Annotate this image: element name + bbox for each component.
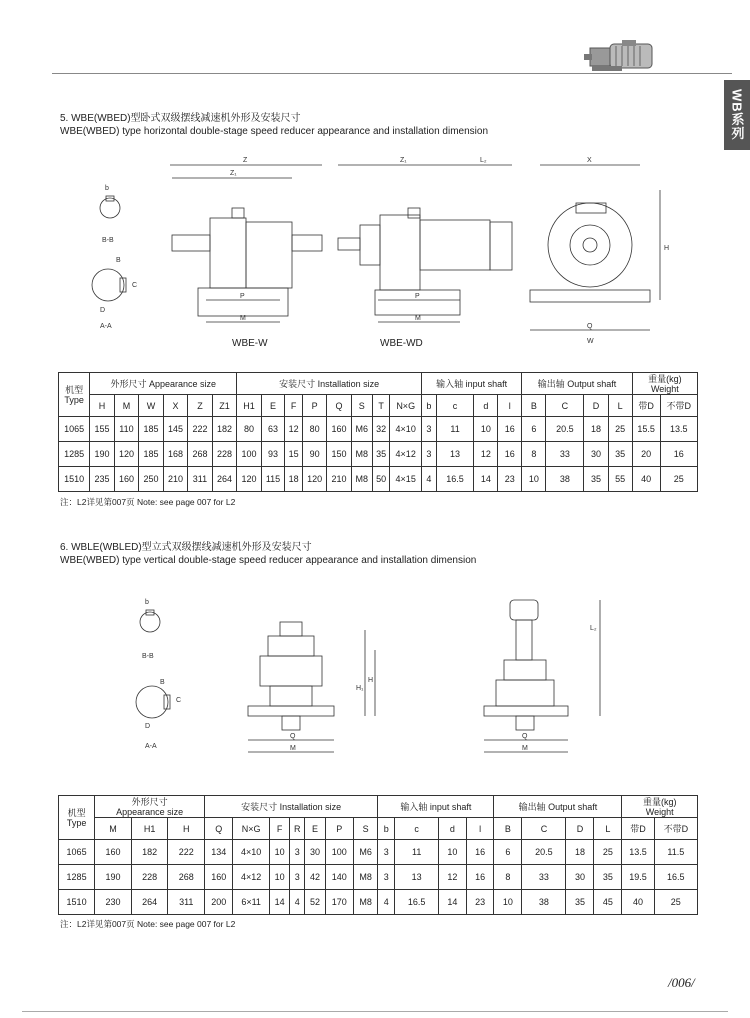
t2-col-header: P	[325, 818, 353, 840]
t2-group-input: 输入轴 input shaft	[378, 796, 494, 818]
t1-col-header: Z	[188, 395, 213, 417]
t2-column-header-row	[59, 818, 698, 840]
table-cell: 3	[421, 442, 436, 467]
table-cell: 120	[237, 467, 261, 492]
table-cell: 15	[285, 442, 303, 467]
table-cell: 155	[90, 417, 115, 442]
table-cell: 16.5	[654, 865, 697, 890]
svg-text:C: C	[176, 697, 182, 704]
table-cell: 311	[188, 467, 213, 492]
table-cell: 16.5	[436, 467, 474, 492]
table-cell: 3	[378, 840, 395, 865]
table-cell: 190	[95, 865, 132, 890]
svg-text:L₂: L₂	[590, 625, 597, 632]
table-cell: 14	[269, 890, 289, 915]
svg-text:H₁: H₁	[356, 685, 364, 692]
table-cell: 264	[131, 890, 168, 915]
table-cell: M6	[353, 840, 377, 865]
table-cell: 12	[285, 417, 303, 442]
t1-col-header: F	[285, 395, 303, 417]
table-cell: 30	[566, 865, 594, 890]
table-cell: 14	[474, 467, 498, 492]
table-cell: 25	[660, 467, 697, 492]
drawing-label-wbe-wd: WBE-WD	[380, 338, 423, 349]
table-cell: 10	[269, 840, 289, 865]
t1-group-appearance: 外形尺寸 Appearance size	[90, 373, 237, 395]
section2-title-en: WBE(WBED) type vertical double-stage speed reducer appearance and installation dimension	[60, 555, 477, 566]
svg-text:A-A: A-A	[100, 323, 112, 330]
svg-text:D: D	[100, 307, 106, 314]
vertical-spec-table	[58, 795, 698, 915]
table-cell: 3	[290, 840, 305, 865]
table-cell: 45	[594, 890, 622, 915]
t1-group-weight: 重量(kg) Weight	[632, 373, 697, 395]
table-cell: 35	[594, 865, 622, 890]
svg-text:b: b	[145, 599, 149, 606]
svg-text:M: M	[290, 745, 296, 752]
table-cell: 13.5	[622, 840, 654, 865]
t1-model-header: 机型 Type	[59, 373, 90, 417]
t2-col-header: C	[522, 818, 566, 840]
t2-col-header: D	[566, 818, 594, 840]
table-cell: 190	[90, 442, 115, 467]
t2-col-header: b	[378, 818, 395, 840]
table-cell: 160	[205, 865, 233, 890]
section1-title-cn: 5. WBE(WBED)型卧式双级摆线减速机外形及安装尺寸	[60, 113, 301, 124]
svg-text:W: W	[587, 338, 594, 345]
table-cell: 3	[378, 865, 395, 890]
svg-text:M: M	[522, 745, 528, 752]
table-row	[59, 840, 698, 865]
t2-col-header: F	[269, 818, 289, 840]
t2-group-install: 安装尺寸 Installation size	[205, 796, 378, 818]
section1-title-en: WBE(WBED) type horizontal double-stage speed reducer appearance and installation dimension	[60, 126, 489, 137]
t1-col-header: C	[546, 395, 584, 417]
table-cell: 35	[372, 442, 390, 467]
table-cell: 18	[584, 417, 608, 442]
t2-group-appearance: 外形尺寸 Appearance size	[95, 796, 205, 818]
table-cell: M8	[351, 467, 372, 492]
table-cell: 4×10	[233, 840, 270, 865]
table-cell: 13	[395, 865, 439, 890]
table-cell: 18	[566, 840, 594, 865]
t2-col-header: R	[290, 818, 305, 840]
table-cell: 140	[325, 865, 353, 890]
t1-col-header: M	[114, 395, 139, 417]
t2-group-output: 输出轴 Output shaft	[494, 796, 622, 818]
table-row	[59, 442, 698, 467]
table-cell: 32	[372, 417, 390, 442]
t1-col-header: Q	[327, 395, 351, 417]
table-cell: 23	[466, 890, 494, 915]
table-cell: 19.5	[622, 865, 654, 890]
horizontal-reducer-drawing	[60, 150, 700, 365]
table-cell: 20	[632, 442, 660, 467]
drawing-label-wbe-w: WBE-W	[232, 338, 268, 349]
table-cell: 25	[654, 890, 697, 915]
svg-text:M: M	[415, 315, 421, 322]
table-cell: 210	[327, 467, 351, 492]
svg-text:Z₁: Z₁	[230, 170, 237, 177]
table-cell: 3	[421, 417, 436, 442]
table-cell: 4×12	[390, 442, 422, 467]
table-cell: 268	[188, 442, 213, 467]
t1-col-header: H1	[237, 395, 261, 417]
table-cell: 230	[95, 890, 132, 915]
t1-col-header: L	[608, 395, 632, 417]
table-cell: 11	[395, 840, 439, 865]
table-cell: 8	[522, 442, 546, 467]
t2-col-header: M	[95, 818, 132, 840]
svg-text:Z₁: Z₁	[400, 157, 407, 164]
table-cell: 23	[498, 467, 522, 492]
table-cell: 10	[439, 840, 467, 865]
table-cell: 40	[632, 467, 660, 492]
table-cell: 160	[114, 467, 139, 492]
table-cell: 38	[546, 467, 584, 492]
svg-text:X: X	[587, 157, 592, 164]
table-cell: 200	[205, 890, 233, 915]
table-cell: 1285	[59, 865, 95, 890]
table-cell: 1065	[59, 840, 95, 865]
table-cell: 168	[163, 442, 188, 467]
table-cell: 210	[163, 467, 188, 492]
t2-group-weight: 重量(kg) Weight	[622, 796, 698, 818]
table-cell: 160	[327, 417, 351, 442]
t2-col-header: Q	[205, 818, 233, 840]
page-number: /006/	[668, 975, 695, 990]
svg-text:D: D	[145, 723, 151, 730]
table-cell: 100	[237, 442, 261, 467]
t1-col-header: N×G	[390, 395, 422, 417]
table-cell: 4	[421, 467, 436, 492]
table-cell: 4	[290, 890, 305, 915]
table-cell: 20.5	[522, 840, 566, 865]
table-cell: 25	[594, 840, 622, 865]
table-cell: 311	[168, 890, 205, 915]
table-cell: 100	[325, 840, 353, 865]
t2-col-header: 不带D	[654, 818, 697, 840]
table-cell: 50	[372, 467, 390, 492]
t1-col-header: 带D	[632, 395, 660, 417]
t1-col-header: D	[584, 395, 608, 417]
table-cell: 90	[302, 442, 326, 467]
table-cell: 14	[439, 890, 467, 915]
table-cell: 4	[378, 890, 395, 915]
table-cell: 52	[305, 890, 325, 915]
table-row	[59, 890, 698, 915]
section1-note: 注：L2详见第007页 Note: see page 007 for L2	[60, 497, 236, 507]
table-cell: 55	[608, 467, 632, 492]
t1-col-header: P	[302, 395, 326, 417]
table-cell: 6	[522, 417, 546, 442]
table-cell: M8	[353, 890, 377, 915]
table-cell: 80	[302, 417, 326, 442]
table-cell: M8	[351, 442, 372, 467]
table-cell: 25	[608, 417, 632, 442]
table-cell: 182	[131, 840, 168, 865]
t1-col-header: T	[372, 395, 390, 417]
vertical-reducer-drawing	[120, 590, 620, 770]
table-cell: 150	[327, 442, 351, 467]
table-cell: 6×11	[233, 890, 270, 915]
table-cell: 18	[285, 467, 303, 492]
section2-note: 注：L2详见第007页 Note: see page 007 for L2	[60, 919, 236, 929]
table-cell: 185	[139, 417, 164, 442]
table-cell: 1285	[59, 442, 90, 467]
t2-col-header: 带D	[622, 818, 654, 840]
table-cell: 35	[608, 442, 632, 467]
svg-text:B: B	[116, 257, 121, 264]
table-cell: 1510	[59, 890, 95, 915]
table-cell: 10	[269, 865, 289, 890]
svg-text:Z: Z	[243, 157, 248, 164]
svg-text:B-B: B-B	[102, 237, 114, 244]
svg-text:B-B: B-B	[142, 653, 154, 660]
t1-group-input: 输入轴 input shaft	[421, 373, 521, 395]
table-cell: 120	[114, 442, 139, 467]
t2-col-header: E	[305, 818, 325, 840]
horizontal-spec-table	[58, 372, 698, 492]
svg-text:M: M	[240, 315, 246, 322]
t1-col-header: H	[90, 395, 115, 417]
table-cell: 33	[522, 865, 566, 890]
table-cell: 170	[325, 890, 353, 915]
svg-text:B: B	[160, 679, 165, 686]
t2-col-header: B	[494, 818, 522, 840]
series-side-tab: WB系列	[724, 80, 750, 150]
t1-body	[59, 417, 698, 492]
svg-text:P: P	[415, 293, 420, 300]
table-cell: 30	[584, 442, 608, 467]
table-cell: 35	[584, 467, 608, 492]
svg-text:L₂: L₂	[480, 157, 487, 164]
t2-col-header: L	[594, 818, 622, 840]
table-cell: 12	[439, 865, 467, 890]
t2-col-header: S	[353, 818, 377, 840]
table-cell: M6	[351, 417, 372, 442]
table-cell: 80	[237, 417, 261, 442]
table-cell: 160	[95, 840, 132, 865]
t2-col-header: d	[439, 818, 467, 840]
t1-col-header: l	[498, 395, 522, 417]
table-cell: 6	[494, 840, 522, 865]
table-cell: 16	[466, 840, 494, 865]
svg-text:A-A: A-A	[145, 743, 157, 750]
table-cell: 42	[305, 865, 325, 890]
table-cell: 40	[622, 890, 654, 915]
table-cell: 10	[474, 417, 498, 442]
t1-col-header: X	[163, 395, 188, 417]
t1-col-header: d	[474, 395, 498, 417]
footer-rule	[22, 1011, 728, 1012]
t2-model-header: 机型 Type	[59, 796, 95, 840]
table-cell: 145	[163, 417, 188, 442]
t1-col-header: b	[421, 395, 436, 417]
table-cell: 4×10	[390, 417, 422, 442]
table-cell: 182	[212, 417, 237, 442]
motor-logo-icon	[582, 38, 662, 76]
table-cell: 222	[188, 417, 213, 442]
table-cell: 268	[168, 865, 205, 890]
t1-col-header: 不带D	[660, 395, 697, 417]
table-cell: 38	[522, 890, 566, 915]
t2-col-header: c	[395, 818, 439, 840]
table-cell: 235	[90, 467, 115, 492]
table-cell: 185	[139, 442, 164, 467]
table-cell: 35	[566, 890, 594, 915]
table-cell: 93	[261, 442, 285, 467]
table-cell: 11.5	[654, 840, 697, 865]
svg-text:P: P	[240, 293, 245, 300]
table-cell: 222	[168, 840, 205, 865]
svg-text:b: b	[105, 185, 109, 192]
t1-col-header: W	[139, 395, 164, 417]
table-cell: 264	[212, 467, 237, 492]
table-cell: 4×15	[390, 467, 422, 492]
table-cell: 228	[131, 865, 168, 890]
t1-col-header: c	[436, 395, 474, 417]
svg-text:H: H	[664, 245, 670, 252]
t1-col-header: B	[522, 395, 546, 417]
table-cell: 13	[436, 442, 474, 467]
svg-text:Q: Q	[290, 733, 296, 740]
table-cell: 10	[522, 467, 546, 492]
t2-body	[59, 840, 698, 915]
table-cell: 12	[474, 442, 498, 467]
t2-col-header: H1	[131, 818, 168, 840]
table-cell: 1510	[59, 467, 90, 492]
table-cell: 120	[302, 467, 326, 492]
table-cell: 4×12	[233, 865, 270, 890]
t1-col-header: E	[261, 395, 285, 417]
table-cell: 13.5	[660, 417, 697, 442]
svg-text:Q: Q	[587, 323, 593, 330]
table-cell: 16	[498, 442, 522, 467]
t2-col-header: H	[168, 818, 205, 840]
svg-text:C: C	[132, 282, 138, 289]
t2-col-header: N×G	[233, 818, 270, 840]
table-cell: 16.5	[395, 890, 439, 915]
t1-column-header-row	[59, 395, 698, 417]
table-cell: 16	[498, 417, 522, 442]
table-row	[59, 467, 698, 492]
table-cell: 63	[261, 417, 285, 442]
table-cell: 8	[494, 865, 522, 890]
table-cell: 134	[205, 840, 233, 865]
table-cell: 16	[466, 865, 494, 890]
table-cell: 20.5	[546, 417, 584, 442]
t1-group-install: 安装尺寸 Installation size	[237, 373, 422, 395]
t2-col-header: l	[466, 818, 494, 840]
t1-col-header: Z1	[212, 395, 237, 417]
table-cell: 33	[546, 442, 584, 467]
table-cell: 11	[436, 417, 474, 442]
table-cell: 16	[660, 442, 697, 467]
svg-text:Q: Q	[522, 733, 528, 740]
table-cell: 250	[139, 467, 164, 492]
table-cell: M8	[353, 865, 377, 890]
table-cell: 1065	[59, 417, 90, 442]
svg-text:H: H	[368, 677, 374, 684]
table-cell: 3	[290, 865, 305, 890]
table-cell: 228	[212, 442, 237, 467]
t1-col-header: S	[351, 395, 372, 417]
table-cell: 30	[305, 840, 325, 865]
table-cell: 10	[494, 890, 522, 915]
section2-title-cn: 6. WBLE(WBLED)型立式双级摆线减速机外形及安装尺寸	[60, 542, 312, 553]
table-cell: 110	[114, 417, 139, 442]
table-row	[59, 865, 698, 890]
t1-group-output: 输出轴 Output shaft	[522, 373, 632, 395]
table-cell: 15.5	[632, 417, 660, 442]
table-row	[59, 417, 698, 442]
table-cell: 115	[261, 467, 285, 492]
